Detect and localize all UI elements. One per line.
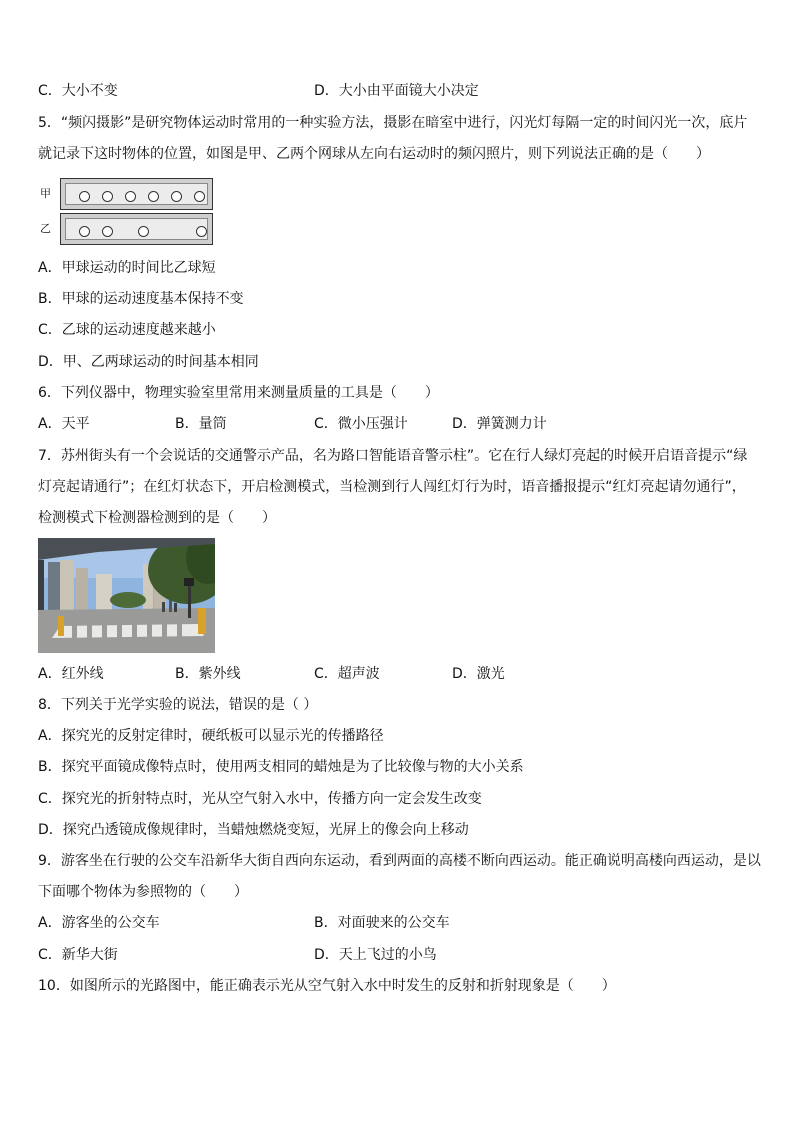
crosswalk-photo (38, 538, 215, 653)
label-jia: 甲 (40, 187, 51, 200)
ball (194, 191, 205, 202)
q7-option-a: A．红外线 (38, 666, 104, 682)
q9-option-c: C．新华大街 (38, 947, 118, 963)
q8-option-c: C．探究光的折射特点时，光从空气射入水中，传播方向一定会发生改变 (38, 791, 482, 807)
q9-option-b: B．对面驶来的公交车 (314, 915, 450, 931)
ball (196, 226, 207, 237)
q6-option-b: B．量筒 (175, 416, 227, 432)
q7-stem-line2: 灯亮起请通行”；在红灯状态下，开启检测模式，当检测到行人闯红灯行为时，语音播报提示“红灯亮起请勿通行”， (38, 479, 746, 495)
label-yi: 乙 (40, 222, 51, 235)
q6-option-c: C．微小压强计 (314, 416, 408, 432)
q7-option-b: B．紫外线 (175, 666, 241, 682)
q9-option-a: A．游客坐的公交车 (38, 915, 160, 931)
q4-option-d: D．大小由平面镜大小决定 (314, 83, 479, 99)
ball (125, 191, 136, 202)
q9-stem-line2: 下面哪个物体为参照物的（ ） (38, 884, 248, 900)
q7-option-d: D．激光 (452, 666, 505, 682)
q8-option-d: D．探究凸透镜成像规律时，当蜡烛燃烧变短，光屏上的像会向上移动 (38, 822, 469, 838)
q8-stem: 8．下列关于光学实验的说法，错误的是（ ） (38, 697, 318, 713)
ball (171, 191, 182, 202)
q4-option-c: C．大小不变 (38, 83, 118, 99)
ball (79, 226, 90, 237)
strip-yi (60, 213, 213, 245)
ball (102, 226, 113, 237)
q10-stem: 10．如图所示的光路图中，能正确表示光从空气射入水中时发生的反射和折射现象是（ ） (38, 978, 616, 994)
q5-option-b: B．甲球的运动速度基本保持不变 (38, 291, 244, 307)
ball (79, 191, 90, 202)
ball (148, 191, 159, 202)
q9-option-d: D．天上飞过的小鸟 (314, 947, 437, 963)
q9-stem-line1: 9．游客坐在行驶的公交车沿新华大街自西向东运动，看到两面的高楼不断向西运动。能正确说明高楼向西运动，是以 (38, 853, 761, 869)
strip-jia (60, 178, 213, 210)
q7-option-c: C．超声波 (314, 666, 380, 682)
ball (102, 191, 113, 202)
q5-option-c: C．乙球的运动速度越来越小 (38, 322, 216, 338)
q6-stem: 6．下列仪器中，物理实验室里常用来测量质量的工具是（ ） (38, 385, 439, 401)
q6-option-a: A．天平 (38, 416, 90, 432)
q5-stem-line1: 5．“频闪摄影”是研究物体运动时常用的一种实验方法，摄影在暗室中进行，闪光灯每隔一定的时间闪光一次，底片 (38, 115, 748, 131)
q6-option-d: D．弹簧测力计 (452, 416, 547, 432)
ball (138, 226, 149, 237)
q5-stem-line2: 就记录下这时物体的位置，如图是甲、乙两个网球从左向右运动时的频闪照片，则下列说法正确的是（ ） (38, 146, 710, 162)
q5-option-a: A．甲球运动的时间比乙球短 (38, 260, 216, 276)
q5-option-d: D．甲、乙两球运动的时间基本相同 (38, 354, 259, 370)
q7-stem-line1: 7．苏州街头有一个会说话的交通警示产品，名为路口智能语音警示柱”。它在行人绿灯亮起的时候开启语音提示“绿 (38, 448, 748, 464)
q7-stem-line3: 检测模式下检测器检测到的是（ ） (38, 510, 276, 526)
q8-option-a: A．探究光的反射定律时，硬纸板可以显示光的传播路径 (38, 728, 384, 744)
q8-option-b: B．探究平面镜成像特点时，使用两支相同的蜡烛是为了比较像与物的大小关系 (38, 759, 524, 775)
